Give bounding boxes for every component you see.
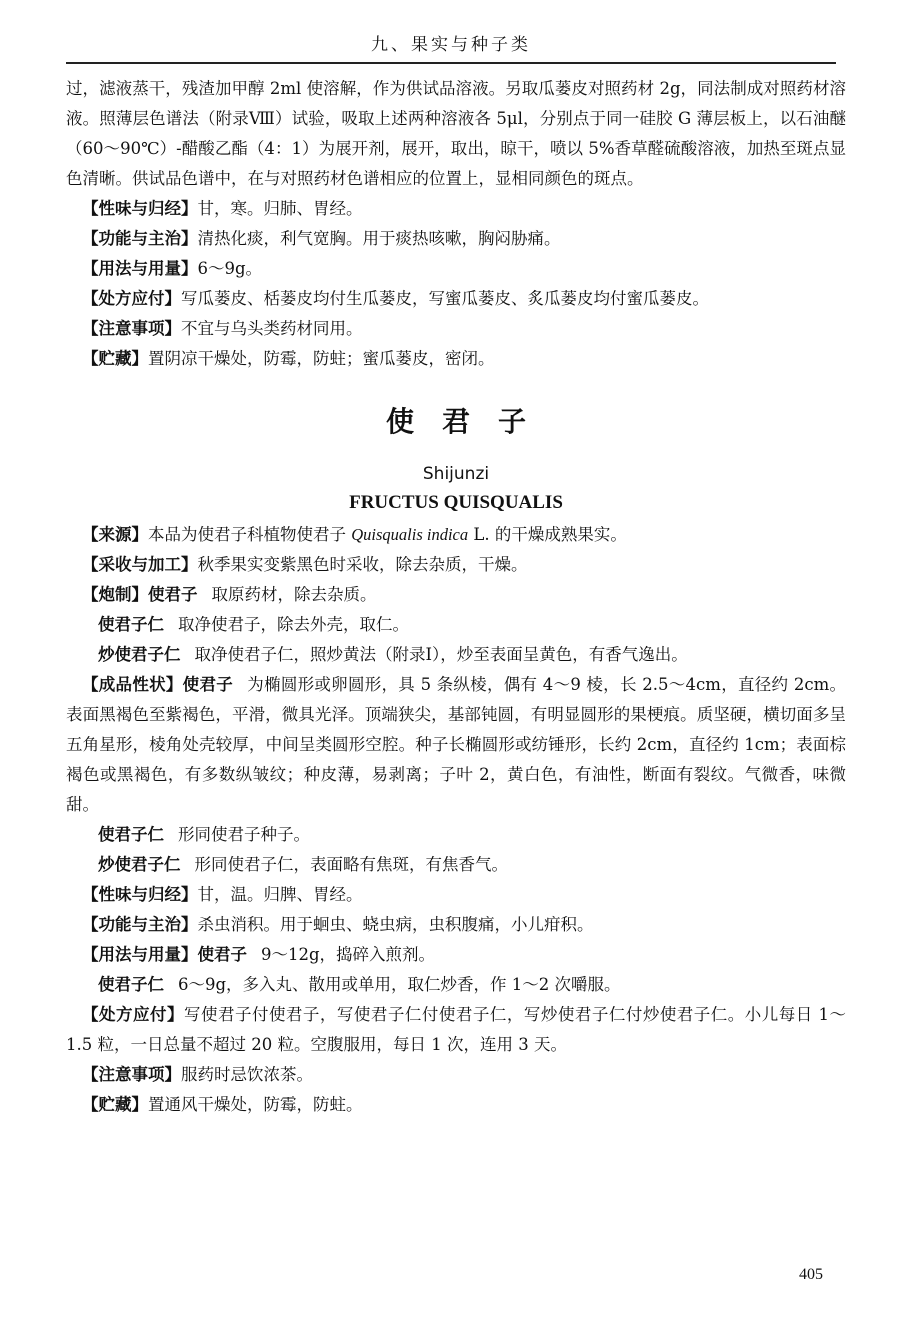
processing-section: 【炮制】使君子 取原药材，除去杂质。 <box>82 585 377 604</box>
section-label: 【用法与用量】 <box>82 945 198 964</box>
item-name: 使君子 <box>197 945 247 964</box>
section-text: 写瓜蒌皮、栝蒌皮均付生瓜蒌皮，写蜜瓜蒌皮、炙瓜蒌皮均付蜜瓜蒌皮。 <box>181 289 709 308</box>
section-label: 【注意事项】 <box>82 1065 181 1084</box>
prev-prescription-section <box>66 284 846 314</box>
characteristics-item: 炒使君子仁 形同使君子仁，表面略有焦斑，有焦香气。 <box>66 850 846 880</box>
characteristics-section: 【成品性状】使君子 为椭圆形或卵圆形，具 5 条纵棱，偶有 4～9 棱，长 2.5～4cm，直径约 2cm。表面黑褐色至紫褐色，平滑，微具光泽。顶端狭尖，基部钝圆，有明显圆形的果梗痕。质坚硬，横切面多呈五角星形，棱角处壳较厚，中间呈类圆形空腔。种子长椭圆形或纺锤形，长约 2cm，直径约 1cm；表面棕褐色或黑褐色，有多数纵皱纹；种皮薄，易剥离；子叶 2，黄白色，有油性，断面有裂纹。气微香，味微甜。 <box>66 675 847 814</box>
processing-item: 炒使君子仁 取净使君子仁，照炒黄法（附录Ⅰ），炒至表面呈黄色，有香气逸出。 <box>66 640 846 670</box>
section-label: 【注意事项】 <box>82 319 181 338</box>
section-label: 【成品性状】 <box>82 675 183 694</box>
dosage-item: 使君子仁 6～9g，多入丸、散用或单用，取仁炒香，作 1～2 次嚼服。 <box>66 970 846 1000</box>
section-text: 6～9g。 <box>197 259 263 278</box>
prescription-section: 【处方应付】写使君子付使君子，写使君子仁付使君子仁，写炒使君子仁付炒使君子仁。小儿每日 1～1.5 粒，一日总量不超过 20 粒。空腹服用，每日 1 次，连用 3 天。 <box>66 1005 846 1054</box>
section-label: 【性味与归经】 <box>82 199 198 218</box>
function-section: 【功能与主治】杀虫消积。用于蛔虫、蛲虫病，虫积腹痛，小儿疳积。 <box>82 915 594 934</box>
item-name: 炒使君子仁 <box>98 855 181 874</box>
section-label: 【功能与主治】 <box>82 229 198 248</box>
section-label: 【贮藏】 <box>82 349 148 368</box>
section-text: 不宜与乌头类药材同用。 <box>181 319 363 338</box>
prev-dosage-section <box>66 254 846 284</box>
item-name: 使君子 <box>182 675 234 694</box>
item-name: 使君子仁 <box>98 825 164 844</box>
item-name: 使君子仁 <box>98 615 164 634</box>
prev-function-section <box>66 224 846 254</box>
section-label: 【炮制】 <box>82 585 148 604</box>
entry-heading <box>66 398 846 518</box>
nature-section: 【性味与归经】甘，温。归脾、胃经。 <box>82 885 363 904</box>
section-label: 【采收与加工】 <box>82 555 198 574</box>
section-label: 【处方应付】 <box>82 1005 184 1024</box>
dosage-section: 【用法与用量】使君子 9～12g，捣碎入煎剂。 <box>82 945 436 964</box>
section-label: 【贮藏】 <box>82 1095 148 1114</box>
section-text: 甘，寒。归肺、胃经。 <box>197 199 363 218</box>
section-label: 【性味与归经】 <box>82 885 198 904</box>
precautions-section: 【注意事项】服药时忌饮浓茶。 <box>82 1065 313 1084</box>
page-number: 405 <box>799 1266 823 1283</box>
section-label: 【处方应付】 <box>82 289 181 308</box>
entry-pinyin: Shijunzi <box>422 464 490 484</box>
prev-storage-section <box>66 344 846 374</box>
section-label: 【功能与主治】 <box>82 915 198 934</box>
section-text: 置阴凉干燥处，防霉，防蛀；蜜瓜蒌皮，密闭。 <box>148 349 495 368</box>
chapter-title: 九、果实与种子类 <box>371 35 531 55</box>
identification-paragraph: 过，滤液蒸干，残渣加甲醇 2ml 使溶解，作为供试品溶液。另取瓜蒌皮对照药材 2g，同法制成对照药材溶液。照薄层色谱法（附录Ⅷ）试验，吸取上述两种溶液各 5μl，分别点于同一硅胶 G 薄层板上，以石油醚（60～90℃）-醋酸乙酯（4：1）为展开剂，展开，取出，晾干，喷以 5%香草醛硫酸溶液，加热至斑点显色清晰。供试品色谱中，在与对照药材色谱相应的位置上，显相同颜色的斑点。 <box>66 79 846 188</box>
entry-title: 使君子 <box>385 405 554 438</box>
entry-latin-name: FRUCTUS QUISQUALIS <box>349 492 563 513</box>
prev-precautions-section <box>66 314 846 344</box>
page-content <box>66 74 846 1120</box>
section-label: 【用法与用量】 <box>82 259 198 278</box>
source-section: 【来源】本品为使君子科植物使君子 Quisqualis indica L. 的干燥成熟果实。 <box>82 525 627 544</box>
section-label: 【来源】 <box>82 525 148 544</box>
item-name: 使君子仁 <box>98 975 164 994</box>
running-header <box>66 22 836 64</box>
prev-nature-section <box>66 194 846 224</box>
harvest-section: 【采收与加工】秋季果实变紫黑色时采收，除去杂质，干燥。 <box>82 555 528 574</box>
species-name: Quisqualis indica <box>351 525 469 544</box>
item-name: 炒使君子仁 <box>98 645 181 664</box>
characteristics-item: 使君子仁 形同使君子种子。 <box>66 820 846 850</box>
processing-item: 使君子仁 取净使君子，除去外壳，取仁。 <box>66 610 846 640</box>
storage-section: 【贮藏】置通风干燥处，防霉，防蛀。 <box>82 1095 363 1114</box>
item-name: 使君子 <box>148 585 198 604</box>
section-text: 清热化痰，利气宽胸。用于痰热咳嗽，胸闷胁痛。 <box>197 229 561 248</box>
